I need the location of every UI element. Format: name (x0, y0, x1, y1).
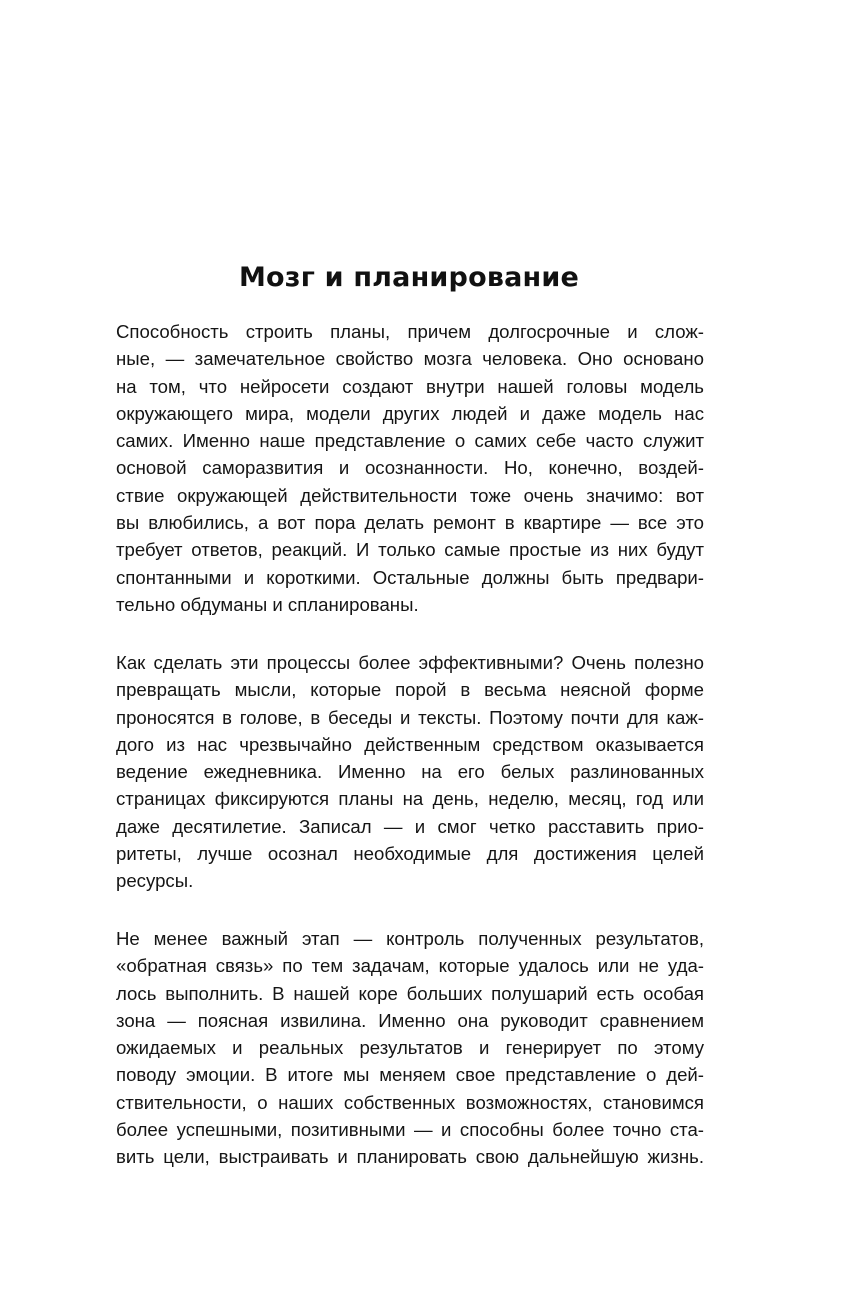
paragraph-line: окружающего мира, модели других людей и даже модель нас (116, 402, 704, 424)
paragraph-line: спонтанными и короткими. Остальные должны быть предвари- (116, 566, 704, 588)
paragraph-line: ритеты, лучше осознал необходимые для достижения целей (116, 843, 704, 865)
paragraph-line: на том, что нейросети создают внутри нашей головы модель (116, 375, 704, 397)
paragraph-line: ствие окружающей действительности тоже очень значимо: вот (116, 484, 704, 506)
paragraph-line: Способность строить планы, причем долгосрочные и слож- (116, 321, 704, 342)
paragraph-line: ведение ежедневника. Именно на его белых разлинованных (116, 761, 704, 783)
paragraph-line: ные, — замечательное свойство мозга человека. Оно основано (116, 348, 704, 370)
paragraph-line: дого из нас чрезвычайно действенным средством оказывается (116, 733, 704, 755)
paragraph-line: ресурсы. (116, 870, 194, 892)
paragraph-line: даже десятилетие. Записал — и смог четко расставить прио- (116, 815, 704, 837)
paragraph-line: требует ответов, реакций. И только самые простые из них будут (116, 539, 704, 561)
paragraph-line: самих. Именно наше представление о самих себе часто служит (116, 430, 704, 452)
paragraph-line: тельно обдуманы и спланированы. (116, 593, 419, 615)
paragraph-line: ствительности, о наших собственных возможностях, становимся (116, 1091, 704, 1113)
paragraph-3 (116, 925, 704, 1171)
paragraph-line: зона — поясная извилина. Именно она руководит сравнением (116, 1009, 704, 1031)
paragraph-line: страницах фиксируются планы на день, неделю, месяц, год или (116, 788, 704, 810)
paragraph-line: поводу эмоции. В итоге мы меняем свое представление о дей- (116, 1064, 704, 1086)
paragraph-line: превращать мысли, которые порой в весьма неясной форме (116, 679, 704, 701)
paragraph-line: ожидаемых и реальных результатов и генерирует по этому (116, 1037, 704, 1059)
paragraph-line: Как сделать эти процессы более эффективными? Очень полезно (116, 652, 704, 673)
paragraph-line: лось выполнить. В нашей коре больших полушарий есть особая (116, 982, 704, 1004)
paragraph-line: вы влюбились, а вот пора делать ремонт в квартире — все это (116, 512, 704, 534)
paragraph-line: Не менее важный этап — контроль полученных результатов, (116, 928, 704, 949)
paragraph-line: «обратная связь» по тем задачам, которые удалось или не уда- (116, 955, 704, 977)
paragraph-line: более успешными, позитивными — и способны более точно ста- (116, 1119, 704, 1141)
paragraph-line: основой саморазвития и осознанности. Но, конечно, воздей- (116, 457, 704, 479)
paragraph-line: вить цели, выстраивать и планировать свою дальнейшую жизнь. (116, 1146, 704, 1168)
page-title: Мозг и планирование (238, 262, 580, 293)
paragraph-2 (116, 649, 704, 895)
paragraph-1 (116, 318, 704, 618)
paragraph-line: проносятся в голове, в беседы и тексты. Поэтому почти для каж- (116, 706, 704, 728)
